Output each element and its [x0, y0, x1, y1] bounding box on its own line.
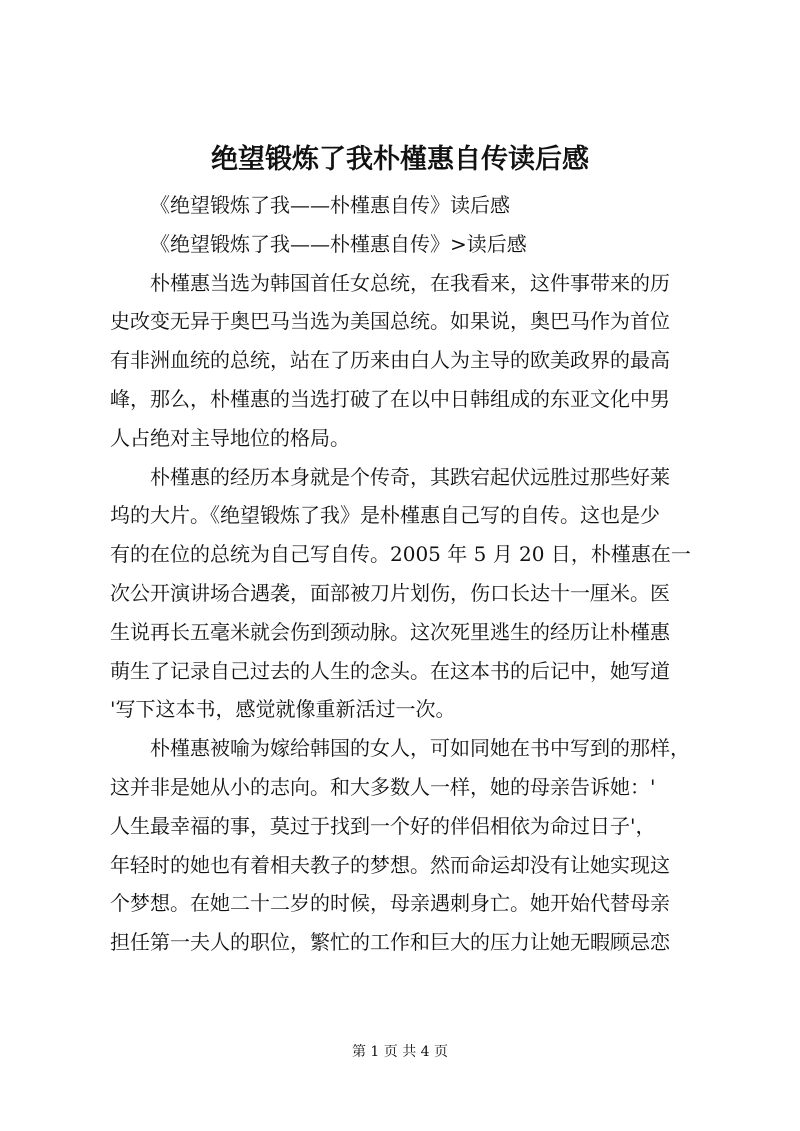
paragraph-line: 朴槿惠的经历本身就是个传奇，其跌宕起伏远胜过那些好莱	[150, 464, 670, 489]
paragraph-line: 人生最幸福的事，莫过于找到一个好的伴侣相依为命过日子'，	[110, 813, 656, 838]
paragraph-line: 这并非是她从小的志向。和大多数人一样，她的母亲告诉她：'	[110, 774, 656, 799]
paragraph-line: '写下这本书，感觉就像重新活过一次。	[110, 697, 456, 722]
paragraph-line: 年轻时的她也有着相夫教子的梦想。然而命运却没有让她实现这	[110, 852, 670, 877]
paragraph-line: 生说再长五毫米就会伤到颈动脉。这次死里逃生的经历让朴槿惠	[110, 619, 670, 644]
subtitle-line: 《绝望锻炼了我——朴槿惠自传》读后感	[150, 193, 510, 217]
subtitle-line: 《绝望锻炼了我——朴槿惠自传》>读后感	[150, 231, 527, 256]
paragraph-line: 人占绝对主导地位的格局。	[110, 425, 350, 450]
paragraph-line: 萌生了记录自己过去的人生的念头。在这本书的后记中，她写道	[110, 658, 670, 683]
paragraph-line: 有非洲血统的总统，站在了历来由白人为主导的欧美政界的最高	[110, 348, 670, 373]
page-footer: 第 1 页 共 4 页	[351, 1044, 449, 1060]
document-title: 绝望锻炼了我朴槿惠自传读后感	[211, 144, 589, 175]
paragraph-line: 朴槿惠被喻为嫁给韩国的女人，可如同她在书中写到的那样，	[150, 736, 690, 761]
paragraph-line: 朴槿惠当选为韩国首任女总统，在我看来，这件事带来的历	[150, 270, 670, 295]
paragraph-line: 担任第一夫人的职位，繁忙的工作和巨大的压力让她无暇顾忌恋	[110, 930, 670, 955]
paragraph-line: 个梦想。在她二十二岁的时候，母亲遇刺身亡。她开始代替母亲	[110, 891, 670, 916]
paragraph-line: 峰，那么，朴槿惠的当选打破了在以中日韩组成的东亚文化中男	[110, 386, 670, 411]
paragraph-line: 次公开演讲场合遇袭，面部被刀片划伤，伤口长达十一厘米。医	[110, 580, 670, 605]
paragraph-line: 有的在位的总统为自己写自传。2005 年 5 月 20 日，朴槿惠在一	[110, 542, 691, 567]
document-body	[110, 186, 705, 962]
paragraph-line: 坞的大片。《绝望锻炼了我》是朴槿惠自己写的自传。这也是少	[110, 503, 660, 528]
paragraph-line: 史改变无异于奥巴马当选为美国总统。如果说，奥巴马作为首位	[110, 309, 670, 334]
